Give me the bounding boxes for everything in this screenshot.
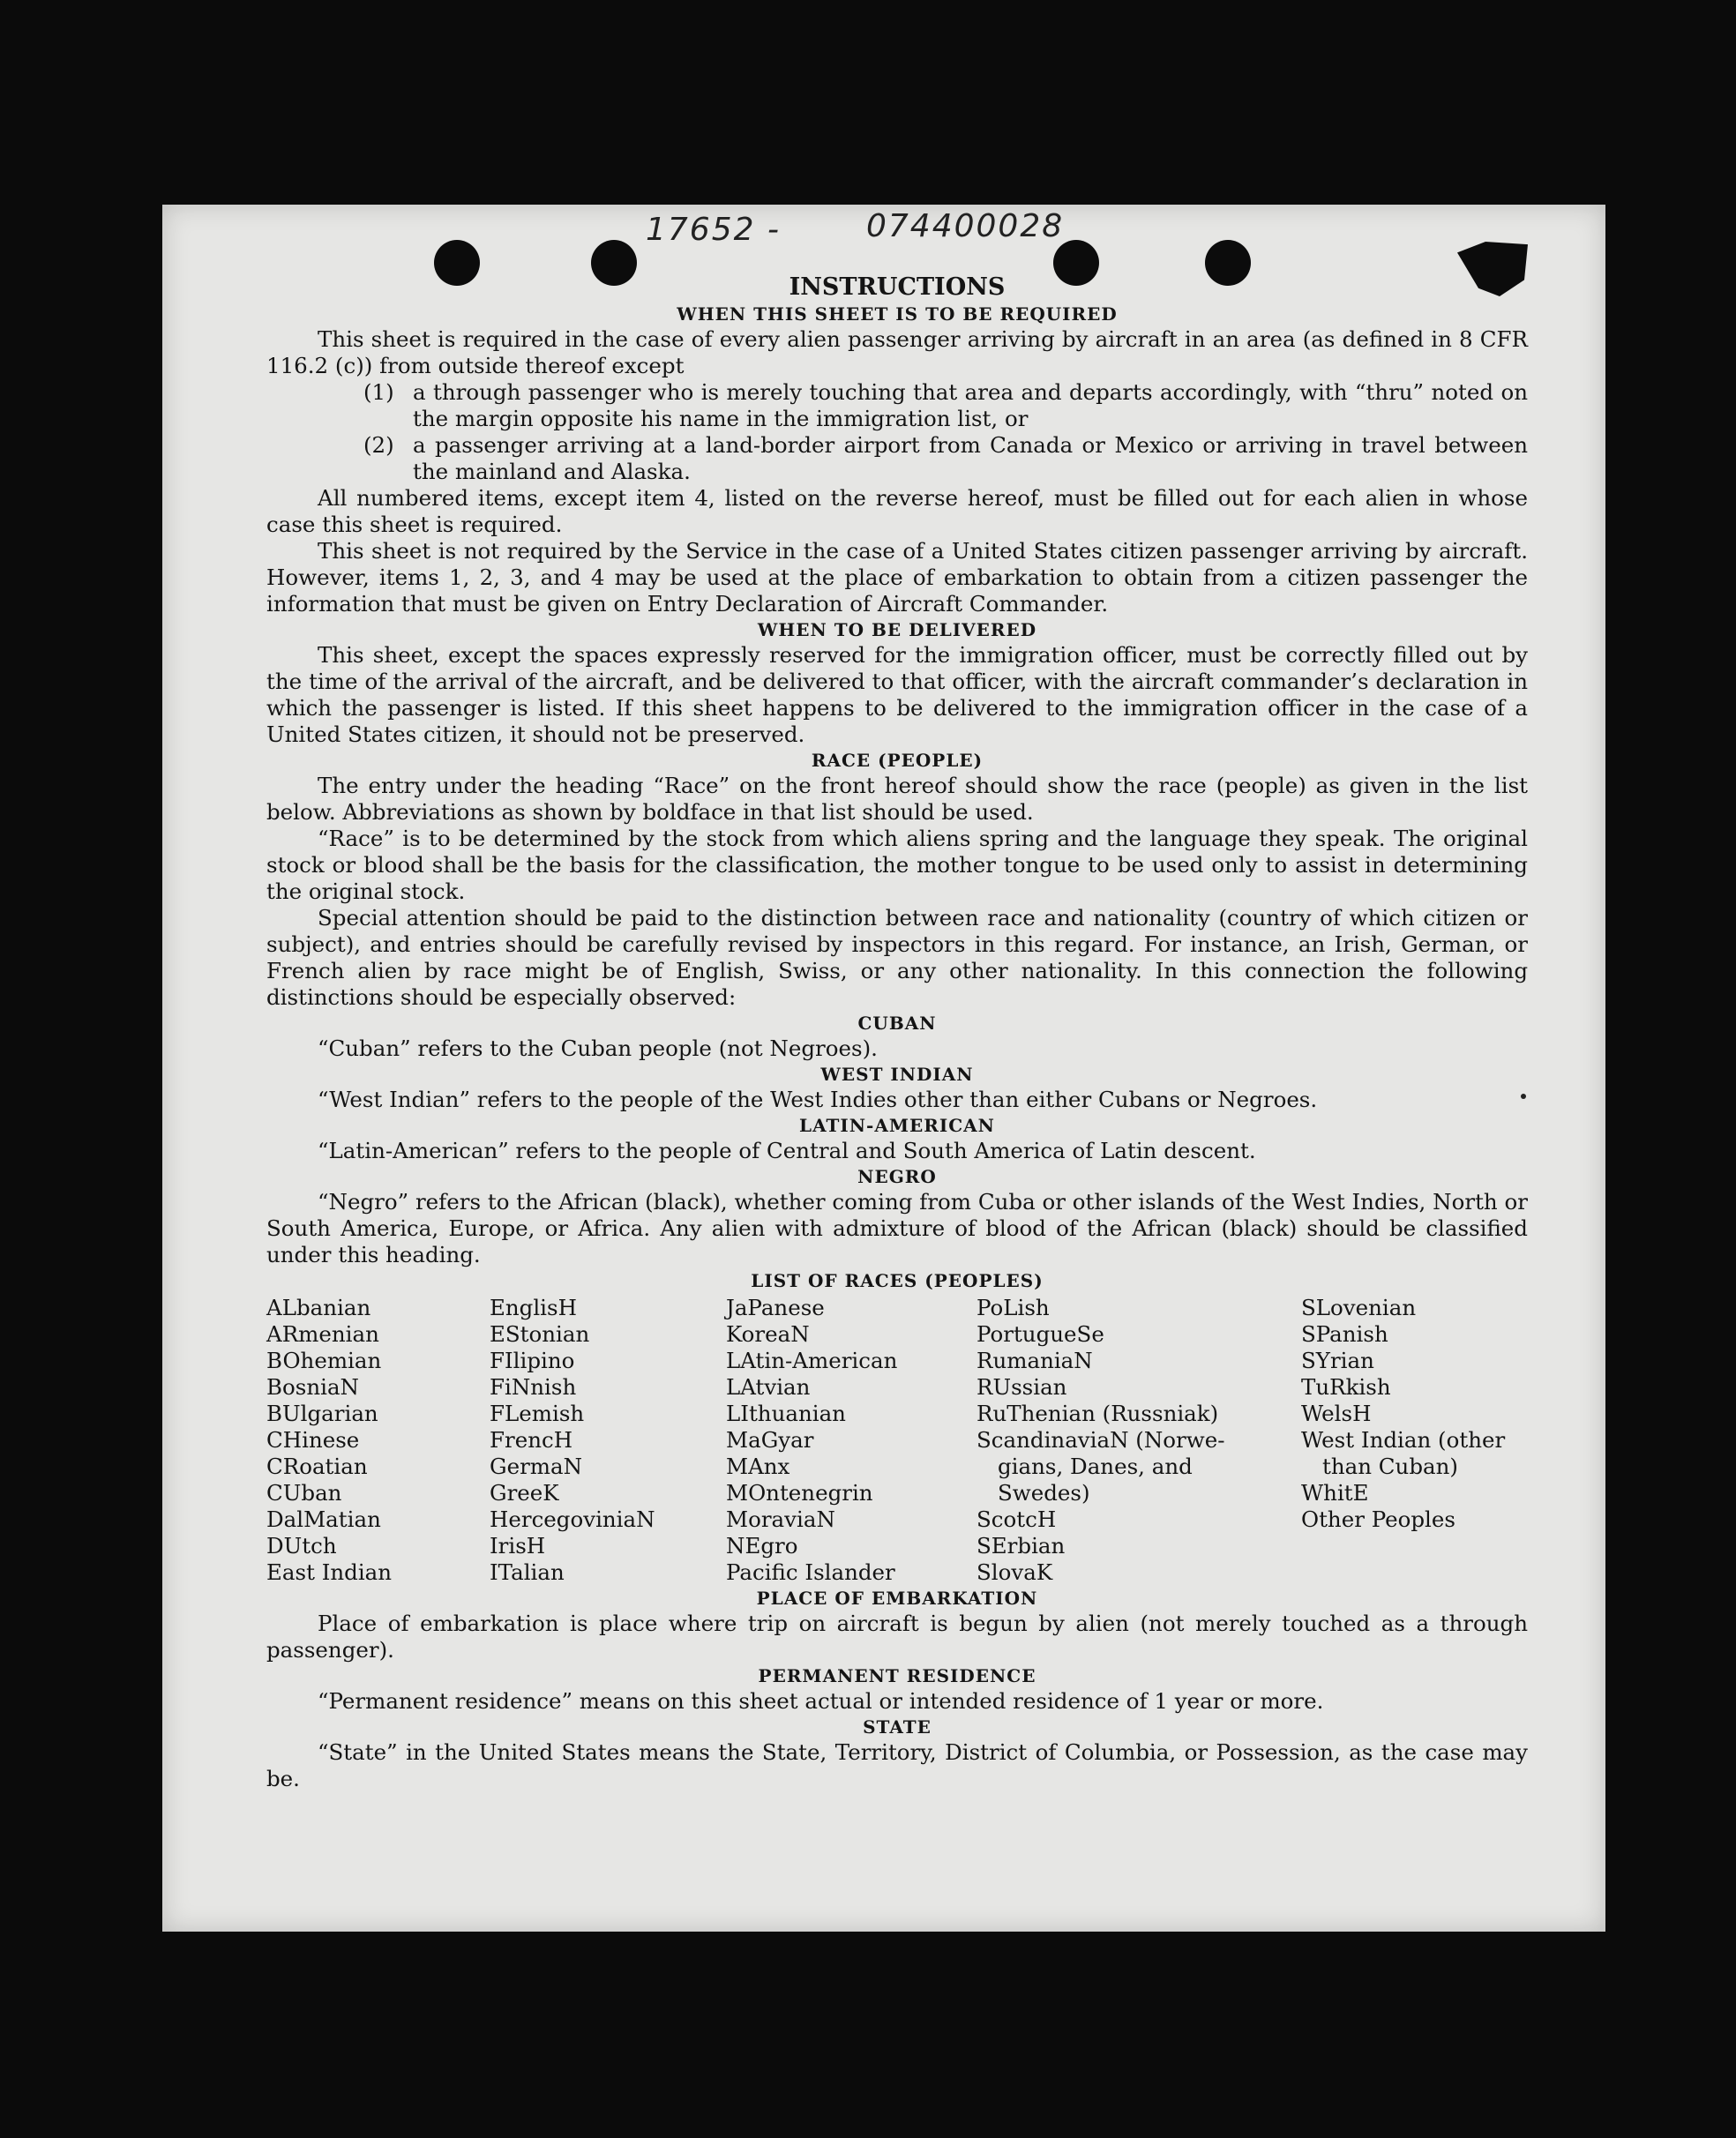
race-entry: RuThenian (Russniak) — [976, 1401, 1219, 1426]
race-entry: West Indian (other — [1301, 1427, 1506, 1453]
race-entry: FrencH — [490, 1427, 573, 1453]
race-entry: CUban — [266, 1480, 342, 1506]
race-entry: ITalian — [490, 1559, 565, 1585]
race-entry: TuRkish — [1301, 1374, 1391, 1400]
race-column — [490, 1295, 726, 1586]
race-entry: RUssian — [976, 1374, 1067, 1400]
section-heading: CUBAN — [857, 1013, 937, 1034]
section-heading: NEGRO — [857, 1166, 937, 1187]
race-entry: MoraviaN — [726, 1506, 835, 1532]
section-heading: RACE (PEOPLE) — [811, 750, 984, 771]
race-entry: LAtin-American — [726, 1348, 898, 1373]
paragraph: Special attention should be paid to the distinction between race and nationality (country of which citizen or subject), and entries should be carefully revised by inspectors in this regard. For instance, an Irish, German, or French alien by race might be of English, Swiss, or any other nationality. In this connection the following distinctions should be especially observed: — [266, 905, 1528, 1010]
race-entry: FLemish — [490, 1401, 585, 1426]
section-heading: STATE — [863, 1716, 932, 1738]
race-entry: WelsH — [1301, 1401, 1372, 1426]
race-entry: Swedes) — [998, 1480, 1090, 1506]
race-entry: MaGyar — [726, 1427, 814, 1453]
handwritten-number-left: 17652 - — [646, 212, 781, 248]
race-entry: EStonian — [490, 1321, 590, 1347]
item-number: (1) — [363, 379, 394, 405]
definition: “Cuban” refers to the Cuban people (not Negroes). — [318, 1035, 878, 1061]
race-entry: PortugueSe — [976, 1321, 1104, 1347]
handwritten-number-right: 074400028 — [866, 208, 1065, 244]
race-entry: ALbanian — [266, 1295, 371, 1320]
paragraph: “Race” is to be determined by the stock from which aliens spring and the language they speak. The original stock or blood shall be the basis for the classification, the mother tongue to be used only to assist in determining the original stock. — [266, 826, 1528, 904]
paragraph: This sheet is not required by the Service in the case of a United States citizen passenger arriving by aircraft. However, items 1, 2, 3, and 4 may be used at the place of embarkation to obtain from a citizen passenger the information that must be given on Entry Declaration of Aircraft Commander. — [266, 538, 1528, 617]
race-entry: CRoatian — [266, 1454, 368, 1479]
list-item — [363, 379, 1528, 432]
race-entry: gians, Danes, and — [998, 1454, 1193, 1479]
section-heading: LIST OF RACES (PEOPLES) — [751, 1270, 1044, 1291]
race-entry: DalMatian — [266, 1506, 381, 1532]
race-entry: DUtch — [266, 1533, 337, 1559]
race-entry: than Cuban) — [1322, 1454, 1458, 1479]
instructions-body — [266, 268, 1528, 1792]
race-entry: MAnx — [726, 1454, 790, 1479]
race-entry: BOhemian — [266, 1348, 382, 1373]
race-column — [266, 1295, 490, 1586]
item-text: a through passenger who is merely touching that area and departs accordingly, with “thru” noted on the margin opposite his name in the immigration list, or — [413, 379, 1528, 431]
paragraph: This sheet, except the spaces expressly reserved for the immigration officer, must be correctly filled out by the time of the arrival of the aircraft, and be delivered to that officer, with the aircraft commander’s declaration in which the passenger is listed. If this sheet happens to be delivered to the immigration officer in the case of a United States citizen, it should not be preserved. — [266, 642, 1528, 747]
definition: Place of embarkation is place where trip on aircraft is begun by alien (not merely touched as a through passenger). — [266, 1611, 1528, 1663]
race-column — [976, 1295, 1301, 1586]
race-entry: MOntenegrin — [726, 1480, 873, 1506]
item-number: (2) — [363, 432, 394, 458]
race-entry: IrisH — [490, 1533, 546, 1559]
race-entry: BosniaN — [266, 1374, 359, 1400]
paragraph: All numbered items, except item 4, listed on the reverse hereof, must be filled out for each alien in whose case this sheet is required. — [266, 485, 1528, 537]
race-entry: LIthuanian — [726, 1401, 846, 1426]
race-entry: GermaN — [490, 1454, 583, 1479]
race-entry: Other Peoples — [1301, 1506, 1455, 1532]
race-entry: KoreaN — [726, 1321, 810, 1347]
section-heading: WEST INDIAN — [820, 1064, 974, 1085]
page-title: INSTRUCTIONS — [789, 273, 1006, 301]
race-entry: CHinese — [266, 1427, 360, 1453]
race-entry: East Indian — [266, 1559, 393, 1585]
race-entry: HercegoviniaN — [490, 1506, 655, 1532]
race-entry: ScandinaviaN (Norwe- — [976, 1427, 1225, 1453]
race-column — [726, 1295, 976, 1586]
race-entry: PoLish — [976, 1295, 1050, 1320]
section-heading: WHEN THIS SHEET IS TO BE REQUIRED — [677, 303, 1118, 325]
race-entry: RumaniaN — [976, 1348, 1093, 1373]
race-column — [1301, 1295, 1528, 1586]
paragraph: The entry under the heading “Race” on the front hereof should show the race (people) as given in the list below. Abbreviations as shown by boldface in that list should be used. — [266, 773, 1528, 825]
definition: “Latin-American” refers to the people of Central and South America of Latin descent. — [318, 1138, 1256, 1163]
section-heading: PLACE OF EMBARKATION — [756, 1588, 1038, 1609]
document-sheet — [162, 205, 1605, 1932]
race-entry: EnglisH — [490, 1295, 577, 1320]
race-entry: FiNnish — [490, 1374, 577, 1400]
paragraph: This sheet is required in the case of every alien passenger arriving by aircraft in an area (as defined in 8 CFR 116.2 (c)) from outside thereof except — [266, 326, 1528, 378]
race-entry: BUlgarian — [266, 1401, 378, 1426]
definition: “State” in the United States means the State, Territory, District of Columbia, or Possession, as the case may be. — [266, 1739, 1528, 1791]
race-entry: ScotcH — [976, 1506, 1057, 1532]
race-entry: ARmenian — [266, 1321, 379, 1347]
race-entry: LAtvian — [726, 1374, 811, 1400]
section-heading: LATIN-AMERICAN — [799, 1115, 995, 1136]
race-entry: JaPanese — [726, 1295, 825, 1320]
definition: “Permanent residence” means on this sheet actual or intended residence of 1 year or more. — [318, 1688, 1324, 1714]
race-entry: SYrian — [1301, 1348, 1374, 1373]
race-list — [266, 1295, 1528, 1586]
section-heading: PERMANENT RESIDENCE — [758, 1665, 1036, 1686]
list-item — [363, 432, 1528, 485]
definition: “Negro” refers to the African (black), whether coming from Cuba or other islands of the West Indies, North or South America, Europe, or Africa. Any alien with admixture of blood of the African (black) should be classified under this heading. — [266, 1189, 1528, 1267]
race-entry: Pacific Islander — [726, 1559, 895, 1585]
race-entry: FIlipino — [490, 1348, 575, 1373]
race-entry: GreeK — [490, 1480, 559, 1506]
definition: “West Indian” refers to the people of the West Indies other than either Cubans or Negroes. — [318, 1087, 1318, 1112]
race-entry: SPanish — [1301, 1321, 1388, 1347]
item-text: a passenger arriving at a land-border airport from Canada or Mexico or arriving in travel between the mainland and Alaska. — [413, 432, 1528, 484]
race-entry: WhitE — [1301, 1480, 1369, 1506]
race-entry: NEgro — [726, 1533, 798, 1559]
race-entry: SlovaK — [976, 1559, 1053, 1585]
race-entry: SLovenian — [1301, 1295, 1417, 1320]
section-heading: WHEN TO BE DELIVERED — [757, 619, 1037, 640]
race-entry: SErbian — [976, 1533, 1066, 1559]
